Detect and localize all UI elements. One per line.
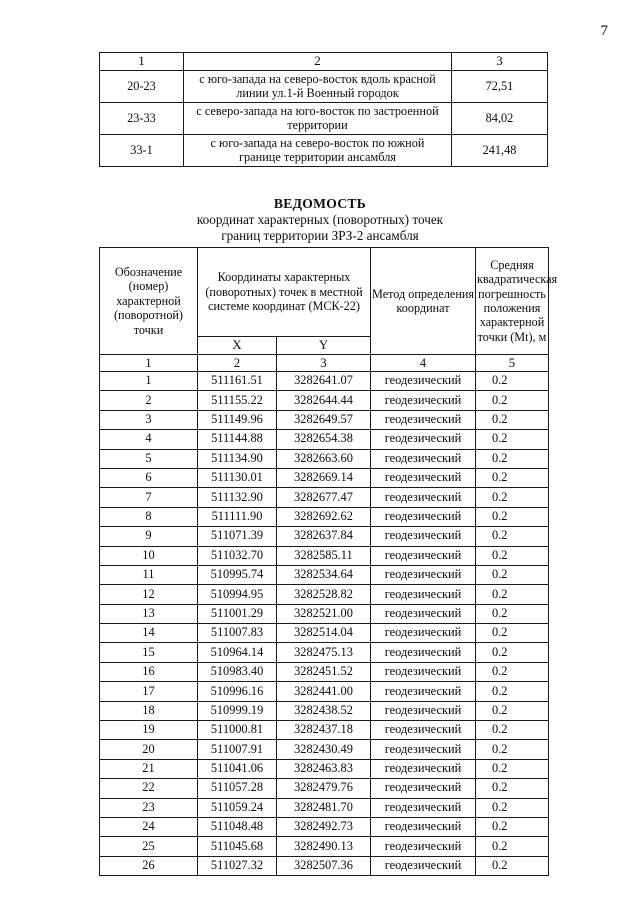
column-number-2: 2 bbox=[198, 355, 277, 372]
coordinate-y: 3282441.00 bbox=[277, 682, 371, 701]
table-row bbox=[100, 643, 549, 662]
header-row-main bbox=[100, 248, 549, 337]
point-number: 5 bbox=[100, 449, 198, 468]
mt-value: 0.2 bbox=[476, 740, 549, 759]
coordinate-y: 3282649.57 bbox=[277, 410, 371, 429]
table-row bbox=[100, 856, 549, 875]
method-value: геодезический bbox=[371, 507, 476, 526]
point-number: 14 bbox=[100, 624, 198, 643]
coordinate-y: 3282637.84 bbox=[277, 527, 371, 546]
header-method: Метод определения координат bbox=[371, 248, 476, 355]
coordinate-x: 511155.22 bbox=[198, 391, 277, 410]
coordinate-x: 511032.70 bbox=[198, 546, 277, 565]
column-numbering-row bbox=[100, 53, 548, 71]
table-row bbox=[100, 740, 549, 759]
table-row bbox=[100, 779, 549, 798]
mt-value: 0.2 bbox=[476, 604, 549, 623]
coordinate-y: 3282528.82 bbox=[277, 585, 371, 604]
point-number: 26 bbox=[100, 856, 198, 875]
coordinate-y: 3282492.73 bbox=[277, 817, 371, 836]
header-coordinate-x: X bbox=[198, 337, 277, 355]
method-value: геодезический bbox=[371, 740, 476, 759]
coordinate-x: 511007.91 bbox=[198, 740, 277, 759]
point-number: 16 bbox=[100, 662, 198, 681]
point-number: 25 bbox=[100, 837, 198, 856]
mt-value: 0.2 bbox=[476, 643, 549, 662]
coordinate-x: 510995.74 bbox=[198, 565, 277, 584]
point-number: 20 bbox=[100, 740, 198, 759]
coordinate-x: 511111.90 bbox=[198, 507, 277, 526]
method-value: геодезический bbox=[371, 759, 476, 778]
method-value: геодезический bbox=[371, 837, 476, 856]
table-row bbox=[100, 837, 549, 856]
segment-id: 33-1 bbox=[100, 135, 184, 167]
document-subtitle-line-1: координат характерных (поворотных) точек bbox=[196, 212, 444, 228]
document-title: ВЕДОМОСТЬ bbox=[273, 196, 367, 211]
point-number: 13 bbox=[100, 604, 198, 623]
mt-value: 0.2 bbox=[476, 779, 549, 798]
header-mean-square-error: Средняя квадратическая погрешность положения характерной точки (Мt), м bbox=[476, 248, 549, 355]
table-row bbox=[100, 391, 549, 410]
method-value: геодезический bbox=[371, 430, 476, 449]
table-row bbox=[100, 585, 549, 604]
coordinate-x: 510983.40 bbox=[198, 662, 277, 681]
method-value: геодезический bbox=[371, 527, 476, 546]
method-value: геодезический bbox=[371, 817, 476, 836]
table-row bbox=[100, 798, 549, 817]
method-value: геодезический bbox=[371, 410, 476, 429]
point-number: 18 bbox=[100, 701, 198, 720]
coordinate-x: 511059.24 bbox=[198, 798, 277, 817]
table-row bbox=[100, 103, 548, 135]
boundary-description-table bbox=[99, 52, 548, 167]
coordinate-x: 511149.96 bbox=[198, 410, 277, 429]
coordinate-x: 510996.16 bbox=[198, 682, 277, 701]
column-number-3: 3 bbox=[452, 53, 548, 71]
point-number: 23 bbox=[100, 798, 198, 817]
coordinate-y: 3282507.36 bbox=[277, 856, 371, 875]
table-row bbox=[100, 372, 549, 391]
mt-value: 0.2 bbox=[476, 507, 549, 526]
mt-value: 0.2 bbox=[476, 527, 549, 546]
mt-value: 0.2 bbox=[476, 546, 549, 565]
coordinates-table-head bbox=[100, 248, 558, 355]
column-number-3: 3 bbox=[277, 355, 371, 372]
table-row bbox=[100, 701, 549, 720]
segment-description: с юго-запада на северо-восток вдоль красной линии ул.1-й Военный городок bbox=[184, 71, 452, 103]
coordinate-y: 3282490.13 bbox=[277, 837, 371, 856]
mt-value: 0.2 bbox=[476, 410, 549, 429]
boundary-description-table-wrapper bbox=[99, 52, 548, 167]
coordinate-y: 3282514.04 bbox=[277, 624, 371, 643]
column-number-4: 4 bbox=[371, 355, 476, 372]
coordinate-x: 511057.28 bbox=[198, 779, 277, 798]
coordinate-y: 3282663.60 bbox=[277, 449, 371, 468]
mt-value: 0.2 bbox=[476, 701, 549, 720]
header-point-designation: Обозначение (номер) характерной (поворотной) точки bbox=[100, 248, 198, 355]
column-number-5: 5 bbox=[476, 355, 549, 372]
coordinate-x: 511144.88 bbox=[198, 430, 277, 449]
coordinate-x: 511001.29 bbox=[198, 604, 277, 623]
coordinate-x: 511045.68 bbox=[198, 837, 277, 856]
method-value: геодезический bbox=[371, 856, 476, 875]
table-row bbox=[100, 546, 549, 565]
coordinate-y: 3282475.13 bbox=[277, 643, 371, 662]
method-value: геодезический bbox=[371, 488, 476, 507]
column-number-1: 1 bbox=[100, 355, 198, 372]
coordinate-x: 511048.48 bbox=[198, 817, 277, 836]
coordinate-x: 511071.39 bbox=[198, 527, 277, 546]
coordinate-x: 511130.01 bbox=[198, 468, 277, 487]
method-value: геодезический bbox=[371, 449, 476, 468]
coordinate-x: 511041.06 bbox=[198, 759, 277, 778]
method-value: геодезический bbox=[371, 798, 476, 817]
method-value: геодезический bbox=[371, 682, 476, 701]
point-number: 8 bbox=[100, 507, 198, 526]
point-number: 9 bbox=[100, 527, 198, 546]
mt-value: 0.2 bbox=[476, 662, 549, 681]
mt-value: 0.2 bbox=[476, 798, 549, 817]
coordinates-table bbox=[99, 247, 558, 876]
method-value: геодезический bbox=[371, 701, 476, 720]
point-number: 10 bbox=[100, 546, 198, 565]
coordinates-table-body bbox=[100, 355, 549, 876]
coordinate-y: 3282692.62 bbox=[277, 507, 371, 526]
table-row bbox=[100, 488, 549, 507]
point-number: 7 bbox=[100, 488, 198, 507]
table-row bbox=[100, 135, 548, 167]
coordinate-x: 510964.14 bbox=[198, 643, 277, 662]
point-number: 17 bbox=[100, 682, 198, 701]
mt-value: 0.2 bbox=[476, 372, 549, 391]
page-number: 7 bbox=[600, 23, 608, 39]
table-row bbox=[100, 71, 548, 103]
method-value: геодезический bbox=[371, 565, 476, 584]
coordinate-y: 3282451.52 bbox=[277, 662, 371, 681]
point-number: 2 bbox=[100, 391, 198, 410]
mt-value: 0.2 bbox=[476, 468, 549, 487]
coordinate-y: 3282479.76 bbox=[277, 779, 371, 798]
coordinate-x: 511027.32 bbox=[198, 856, 277, 875]
segment-length: 72,51 bbox=[452, 71, 548, 103]
coordinate-x: 511000.81 bbox=[198, 721, 277, 740]
point-number: 19 bbox=[100, 721, 198, 740]
coordinate-y: 3282654.38 bbox=[277, 430, 371, 449]
mt-value: 0.2 bbox=[476, 391, 549, 410]
segment-description: с юго-запада на северо-восток по южной границе территории ансамбля bbox=[184, 135, 452, 167]
header-coordinates-group: Координаты характерных (поворотных) точек в местной системе координат (МСК-22) bbox=[198, 248, 371, 337]
point-number: 1 bbox=[100, 372, 198, 391]
coordinate-x: 511132.90 bbox=[198, 488, 277, 507]
mt-value: 0.2 bbox=[476, 759, 549, 778]
table-row bbox=[100, 759, 549, 778]
table-row bbox=[100, 662, 549, 681]
header-coordinate-y: Y bbox=[277, 337, 371, 355]
coordinate-y: 3282641.07 bbox=[277, 372, 371, 391]
mt-value: 0.2 bbox=[476, 837, 549, 856]
segment-description: с северо-запада на юго-восток по застроенной территории bbox=[184, 103, 452, 135]
column-numbering-row bbox=[100, 355, 549, 372]
point-number: 4 bbox=[100, 430, 198, 449]
table-row bbox=[100, 410, 549, 429]
segment-length: 241,48 bbox=[452, 135, 548, 167]
mt-value: 0.2 bbox=[476, 624, 549, 643]
segment-length: 84,02 bbox=[452, 103, 548, 135]
coordinate-x: 511161.51 bbox=[198, 372, 277, 391]
table-row bbox=[100, 430, 549, 449]
mt-value: 0.2 bbox=[476, 449, 549, 468]
coordinate-y: 3282521.00 bbox=[277, 604, 371, 623]
mt-value: 0.2 bbox=[476, 817, 549, 836]
document-title-block bbox=[0, 196, 640, 243]
coordinate-y: 3282437.18 bbox=[277, 721, 371, 740]
point-number: 11 bbox=[100, 565, 198, 584]
document-subtitle-line-2: границ территории ЗРЗ-2 ансамбля bbox=[221, 227, 419, 243]
method-value: геодезический bbox=[371, 604, 476, 623]
mt-value: 0.2 bbox=[476, 682, 549, 701]
coordinate-y: 3282669.14 bbox=[277, 468, 371, 487]
method-value: геодезический bbox=[371, 643, 476, 662]
point-number: 12 bbox=[100, 585, 198, 604]
method-value: геодезический bbox=[371, 779, 476, 798]
method-value: геодезический bbox=[371, 546, 476, 565]
method-value: геодезический bbox=[371, 372, 476, 391]
column-number-1: 1 bbox=[100, 53, 184, 71]
table-row bbox=[100, 565, 549, 584]
segment-id: 20-23 bbox=[100, 71, 184, 103]
mt-value: 0.2 bbox=[476, 565, 549, 584]
mt-value: 0.2 bbox=[476, 856, 549, 875]
mt-value: 0.2 bbox=[476, 585, 549, 604]
point-number: 21 bbox=[100, 759, 198, 778]
mt-value: 0.2 bbox=[476, 721, 549, 740]
point-number: 15 bbox=[100, 643, 198, 662]
boundary-description-table-body bbox=[100, 53, 548, 167]
point-number: 22 bbox=[100, 779, 198, 798]
table-row bbox=[100, 507, 549, 526]
coordinate-y: 3282644.44 bbox=[277, 391, 371, 410]
coordinate-x: 510994.95 bbox=[198, 585, 277, 604]
method-value: геодезический bbox=[371, 585, 476, 604]
table-row bbox=[100, 817, 549, 836]
point-number: 24 bbox=[100, 817, 198, 836]
coordinate-y: 3282430.49 bbox=[277, 740, 371, 759]
coordinate-x: 511007.83 bbox=[198, 624, 277, 643]
coordinates-table-wrapper bbox=[99, 247, 558, 876]
table-row bbox=[100, 624, 549, 643]
coordinate-x: 511134.90 bbox=[198, 449, 277, 468]
method-value: геодезический bbox=[371, 468, 476, 487]
point-number: 6 bbox=[100, 468, 198, 487]
segment-id: 23-33 bbox=[100, 103, 184, 135]
method-value: геодезический bbox=[371, 662, 476, 681]
table-row bbox=[100, 604, 549, 623]
coordinate-y: 3282481.70 bbox=[277, 798, 371, 817]
point-number: 3 bbox=[100, 410, 198, 429]
coordinate-y: 3282677.47 bbox=[277, 488, 371, 507]
mt-value: 0.2 bbox=[476, 430, 549, 449]
table-row bbox=[100, 527, 549, 546]
column-number-2: 2 bbox=[184, 53, 452, 71]
table-row bbox=[100, 468, 549, 487]
coordinate-x: 510999.19 bbox=[198, 701, 277, 720]
coordinate-y: 3282463.83 bbox=[277, 759, 371, 778]
method-value: геодезический bbox=[371, 721, 476, 740]
method-value: геодезический bbox=[371, 391, 476, 410]
coordinate-y: 3282438.52 bbox=[277, 701, 371, 720]
mt-value: 0.2 bbox=[476, 488, 549, 507]
table-row bbox=[100, 682, 549, 701]
table-row bbox=[100, 449, 549, 468]
table-row bbox=[100, 721, 549, 740]
coordinate-y: 3282534.64 bbox=[277, 565, 371, 584]
method-value: геодезический bbox=[371, 624, 476, 643]
coordinate-y: 3282585.11 bbox=[277, 546, 371, 565]
